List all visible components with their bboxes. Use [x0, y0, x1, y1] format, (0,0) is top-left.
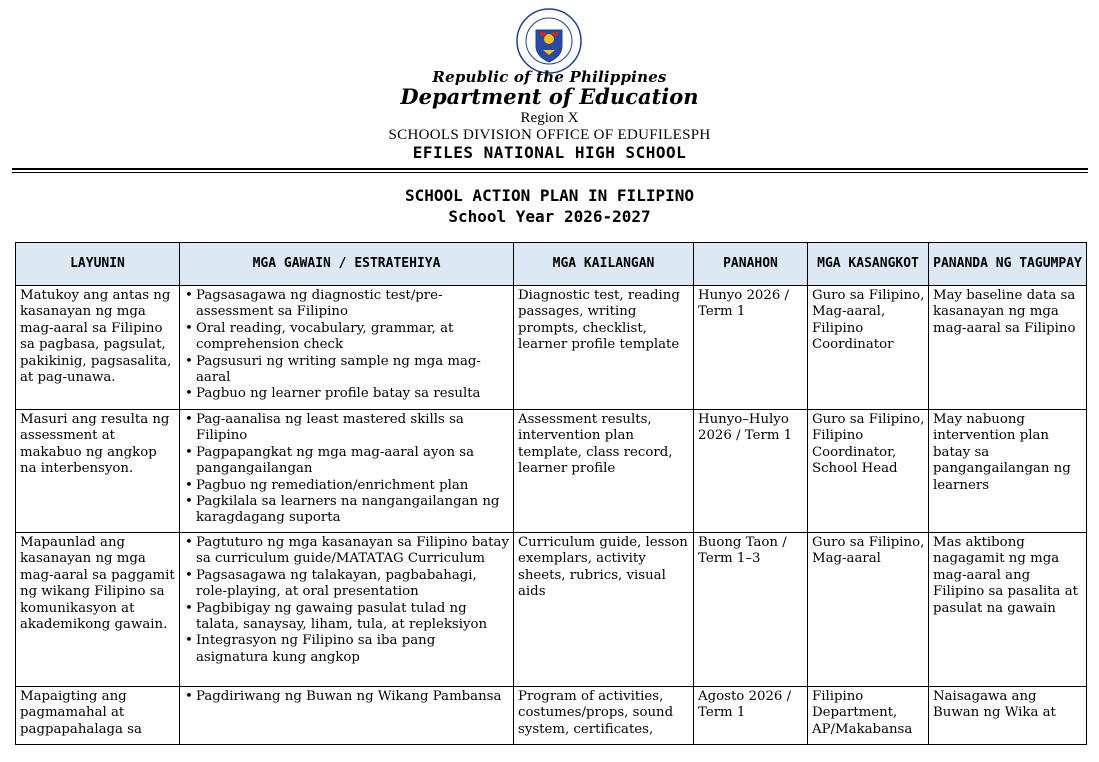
department-line: Department of Education	[400, 84, 699, 109]
header-kailangan: MGA KAILANGAN	[514, 243, 694, 286]
cell-kasangkot: Guro sa Filipino, Mag-aaral	[808, 533, 929, 687]
header-gawain: MGA GAWAIN / ESTRATEHIYA	[180, 243, 514, 286]
header-layunin: LAYUNIN	[16, 243, 180, 286]
list-item: • Oral reading, vocabulary, grammar, at comprehension check	[184, 321, 510, 354]
table-row	[16, 533, 1087, 687]
action-plan-table	[15, 242, 1087, 745]
division-line: SCHOOLS DIVISION OFFICE OF EDUFILESPH	[388, 127, 711, 143]
school-name: EFILES NATIONAL HIGH SCHOOL	[412, 143, 687, 162]
header-kasangkot: MGA KASANGKOT	[808, 243, 929, 286]
header-panahon: PANAHON	[694, 243, 808, 286]
deped-seal-icon	[516, 8, 582, 74]
school-year: School Year 2026-2027	[448, 207, 651, 226]
region-line: Region X	[520, 110, 579, 126]
cell-kailangan: Diagnostic test, reading passages, writing prompts, checklist, learner profile template	[514, 286, 694, 410]
header-divider	[12, 168, 1088, 170]
list-item: • Pagkilala sa learners na nangangailangan ng karagdagang suporta	[184, 494, 510, 527]
header-divider-thin	[12, 172, 1088, 173]
list-item: • Pagsusuri ng writing sample ng mga mag-aaral	[184, 354, 510, 387]
cell-panahon: Agosto 2026 / Term 1	[694, 687, 808, 745]
list-item: • Pagpapangkat ng mga mag-aaral ayon sa pangangailangan	[184, 445, 510, 478]
cell-pananda: Mas aktibong nagagamit ng mga mag-aaral ang Filipino sa pasalita at pasulat na gawain	[929, 533, 1087, 687]
cell-panahon: Hunyo–Hulyo 2026 / Term 1	[694, 410, 808, 533]
list-item: • Pagsasagawa ng diagnostic test/pre-assessment sa Filipino	[184, 288, 510, 321]
cell-pananda: May baseline data sa kasanayan ng mga mag-aaral sa Filipino	[929, 286, 1087, 410]
cell-pananda: May nabuong intervention plan batay sa pangangailangan ng learners	[929, 410, 1087, 533]
cell-layunin: Mapaunlad ang kasanayan ng mga mag-aaral sa paggamit ng wikang Filipino sa komunikasyon at akademikong gawain.	[16, 533, 180, 687]
cell-gawain	[180, 410, 514, 533]
cell-kailangan: Assessment results, intervention plan template, class record, learner profile	[514, 410, 694, 533]
cell-kasangkot: Guro sa Filipino, Mag-aaral, Filipino Coordinator	[808, 286, 929, 410]
cell-panahon: Buong Taon / Term 1–3	[694, 533, 808, 687]
cell-kailangan	[514, 687, 694, 745]
table-row	[16, 687, 1087, 745]
header-pananda: PANANDA NG TAGUMPAY	[929, 243, 1087, 286]
cell-gawain	[180, 533, 514, 687]
table-row	[16, 410, 1087, 533]
republic-line: Republic of the Philippines	[432, 68, 667, 86]
list-item: • Integrasyon ng Filipino sa iba pang asignatura kung angkop	[184, 633, 510, 666]
list-item: • Pagbuo ng remediation/enrichment plan	[184, 478, 510, 494]
cell-layunin-text: Mapaigting ang pagmamahal at pagpapahalaga sa	[20, 689, 142, 737]
list-item: • Pagdiriwang ng Buwan ng Wikang Pambansa	[184, 689, 510, 705]
cell-layunin: Masuri ang resulta ng assessment at makabuo ng angkop na interbensyon.	[16, 410, 180, 533]
cell-pananda: Naisagawa ang Buwan ng Wika at	[929, 687, 1087, 745]
cell-kasangkot: Filipino Department, AP/Makabansa	[808, 687, 929, 745]
cell-panahon: Hunyo 2026 / Term 1	[694, 286, 808, 410]
list-item: • Pagbuo ng learner profile batay sa resulta	[184, 386, 510, 402]
cell-kailangan-text: Program of activities, costumes/props, sound system, certificates,	[518, 689, 674, 737]
cell-gawain	[180, 286, 514, 410]
table-header-row	[16, 243, 1087, 286]
cell-layunin	[16, 687, 180, 745]
list-item: • Pag-aanalisa ng least mastered skills sa Filipino	[184, 412, 510, 445]
cell-kasangkot: Guro sa Filipino, Filipino Coordinator, School Head	[808, 410, 929, 533]
table-row	[16, 286, 1087, 410]
document-title: SCHOOL ACTION PLAN IN FILIPINO	[405, 186, 694, 205]
cell-gawain	[180, 687, 514, 745]
list-item: • Pagtuturo ng mga kasanayan sa Filipino batay sa curriculum guide/MATATAG Curriculum	[184, 535, 510, 568]
cell-kailangan: Curriculum guide, lesson exemplars, activity sheets, rubrics, visual aids	[514, 533, 694, 687]
cell-layunin: Matukoy ang antas ng kasanayan ng mga mag-aaral sa Filipino sa pagbasa, pagsulat, pakikinig, pagsasalita, at pag-unawa.	[16, 286, 180, 410]
list-item: • Pagbibigay ng gawaing pasulat tulad ng talata, sanaysay, liham, tula, at repleksiyon	[184, 601, 510, 634]
list-item: • Pagsasagawa ng talakayan, pagbabahagi, role-playing, at oral presentation	[184, 568, 510, 601]
